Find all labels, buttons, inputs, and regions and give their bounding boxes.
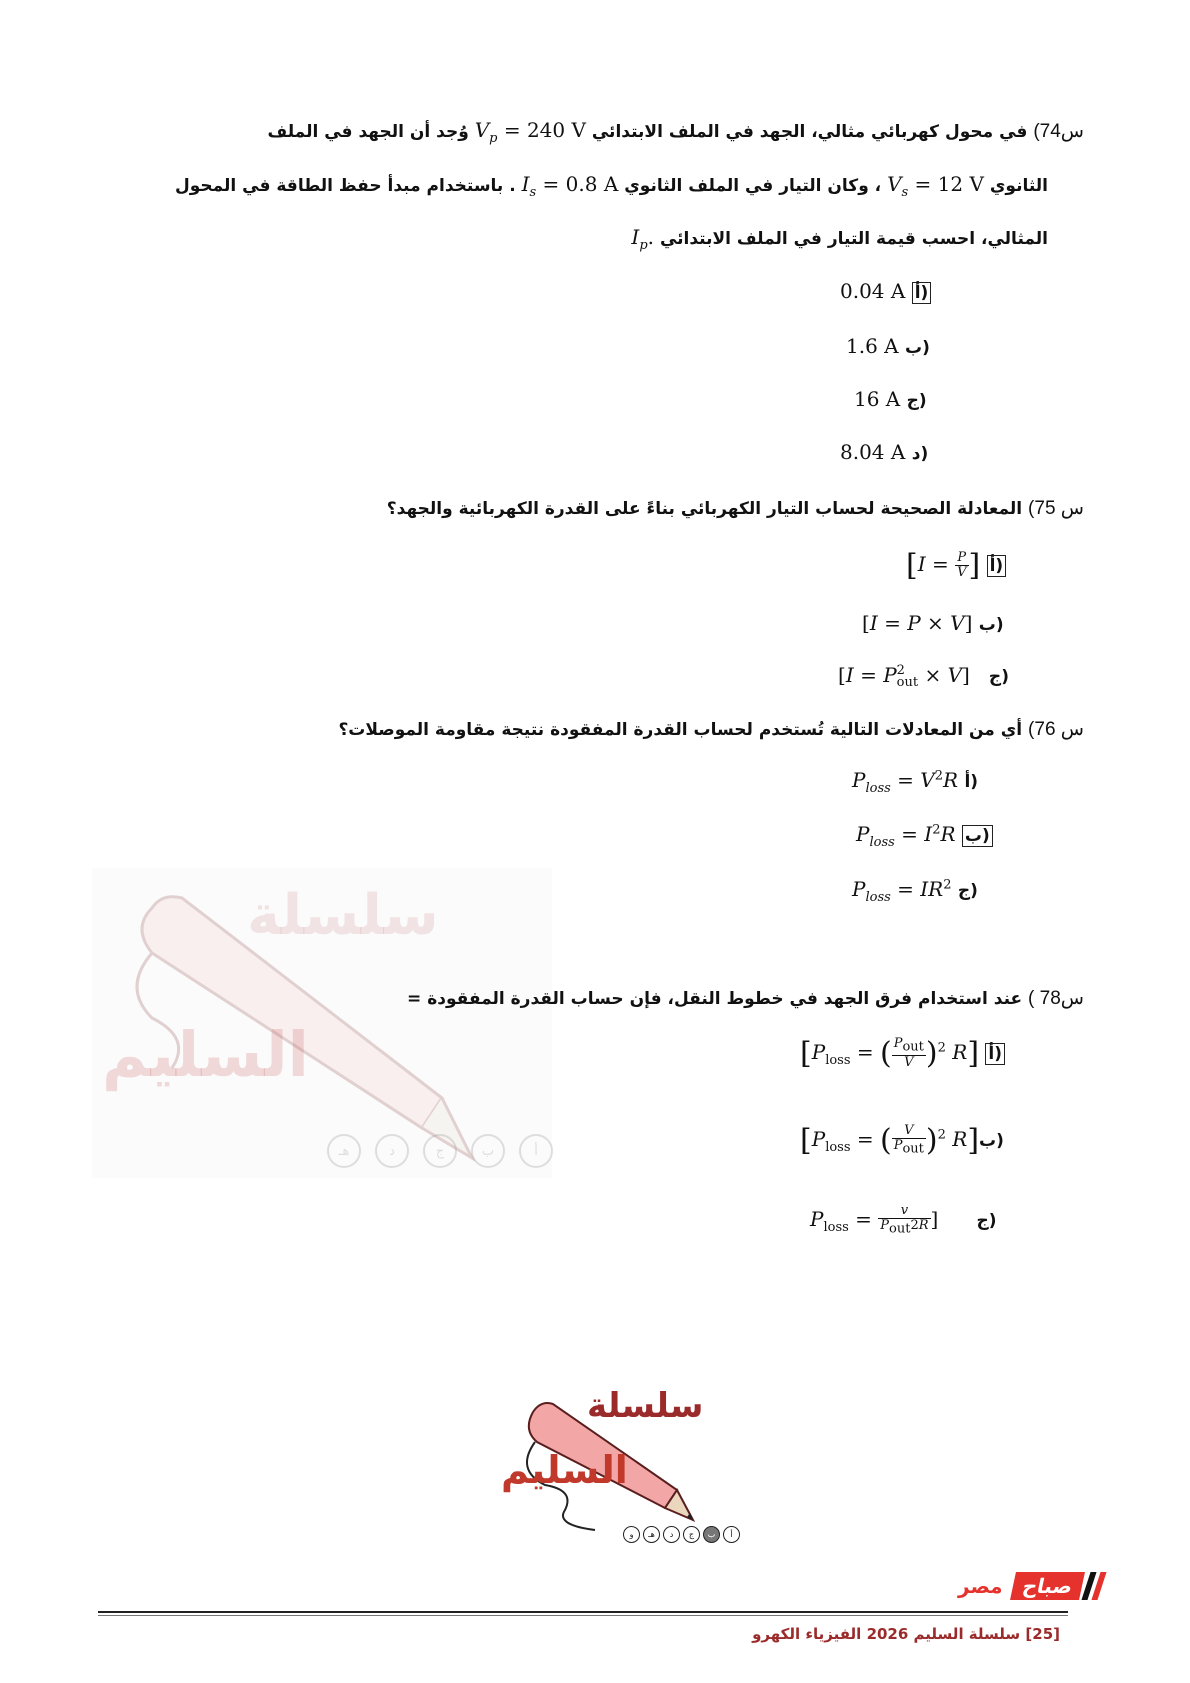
brand-part2: مصر bbox=[958, 1574, 1003, 1598]
q74-option-b-value: 1.6 A bbox=[846, 334, 899, 358]
q76-option-b[interactable]: $P_{loss} = I^2R$ ب) bbox=[856, 822, 993, 850]
watermark-circle: ج bbox=[423, 1134, 457, 1168]
q74-option-d[interactable] bbox=[840, 440, 928, 464]
q78-line bbox=[407, 987, 1084, 1010]
q75-text: المعادلة الصحيحة لحساب التيار الكهربائي بناءً على القدرة الكهربائية والجهد؟ bbox=[386, 499, 1023, 519]
q74-vp: $V_p = 240$ V bbox=[474, 118, 586, 146]
q75-number: س 75) bbox=[1028, 498, 1084, 519]
q74-option-a[interactable] bbox=[840, 279, 931, 303]
logo-title: سلسلة bbox=[587, 1386, 704, 1426]
series-logo bbox=[501, 1386, 745, 1550]
q78-option-c-letter: ج) bbox=[976, 1210, 997, 1231]
q74-option-b[interactable] bbox=[846, 334, 930, 358]
watermark-circle: أ bbox=[519, 1134, 553, 1168]
q78-option-b-letter: ب) bbox=[979, 1131, 1004, 1151]
q78-number: س78 ) bbox=[1028, 988, 1084, 1009]
brand-part1: صباح bbox=[1010, 1572, 1085, 1600]
q74-text-2c: . باستخدام مبدأ حفظ الطاقة في المحول bbox=[174, 176, 516, 196]
logo-subtitle: السليم bbox=[501, 1448, 628, 1492]
q74-option-d-letter: د) bbox=[911, 444, 929, 464]
q75-option-c-letter: ج) bbox=[988, 667, 1009, 687]
q75-option-a-letter: أ) bbox=[987, 555, 1007, 577]
brand-stripes-icon bbox=[1082, 1570, 1114, 1602]
q76-option-a[interactable]: $P_{loss} = V^2R$ أ) bbox=[852, 768, 979, 796]
q78-option-c[interactable]: $P_{loss}$ = $\frac{v}{P_{out}2R}$ ] ج) bbox=[810, 1203, 997, 1237]
q74-text-1: في محول كهربائي مثالي، الجهد في الملف الابتدائي bbox=[591, 122, 1028, 142]
footer-rule-thin bbox=[98, 1615, 1068, 1616]
q76-option-c[interactable]: $P_{loss} = IR^2$ ج) bbox=[852, 877, 978, 905]
q74-option-a-letter: أ) bbox=[912, 282, 932, 304]
footer-text: سلسلة السليم 2026 الفيزياء الكهرو bbox=[752, 1625, 1021, 1643]
q78-option-a-letter: أ) bbox=[985, 1043, 1005, 1065]
q78-option-b[interactable]: [$P_{loss}$ = ( $\frac{V}{P_{out}}$ )$^2$ R]ب) bbox=[800, 1123, 1004, 1158]
watermark bbox=[92, 868, 552, 1178]
footer bbox=[752, 1625, 1060, 1643]
watermark-circle: هـ bbox=[327, 1134, 361, 1168]
logo-circle: د bbox=[663, 1526, 680, 1543]
logo-circles bbox=[623, 1526, 740, 1543]
logo-circle: و bbox=[623, 1526, 640, 1543]
q75-option-b-letter: ب) bbox=[978, 615, 1004, 635]
watermark-subtitle: السليم bbox=[102, 1018, 309, 1091]
q75-option-b[interactable]: [I = P × V] ب) bbox=[862, 611, 1004, 635]
q74-line-2 bbox=[175, 172, 1048, 200]
q74-ip: $I_p$. bbox=[631, 225, 655, 253]
watermark-title: سلسلة bbox=[247, 883, 439, 948]
q76-line bbox=[338, 718, 1084, 741]
logo-circle: ج bbox=[683, 1526, 700, 1543]
q74-text-2a: الثانوي bbox=[989, 176, 1048, 196]
q74-line-3 bbox=[631, 225, 1048, 253]
q75-option-a[interactable]: [I = $\frac{P}{V}$ ] أ) bbox=[906, 548, 1006, 583]
watermark-circle: ب bbox=[471, 1134, 505, 1168]
q74-option-c-value: 16 A bbox=[854, 387, 901, 411]
q76-option-c-letter: ج) bbox=[957, 881, 978, 901]
q76-number: س 76) bbox=[1028, 719, 1084, 740]
q75-line bbox=[387, 497, 1084, 520]
q74-text-2b: ، وكان التيار في الملف الثانوي bbox=[624, 176, 882, 196]
q76-option-a-letter: أ) bbox=[964, 772, 979, 792]
watermark-circles bbox=[327, 1134, 553, 1168]
q74-vs: $V_s = 12$ V bbox=[887, 172, 984, 200]
q74-option-c[interactable] bbox=[854, 387, 927, 411]
q74-option-d-value: 8.04 A bbox=[840, 440, 906, 464]
q74-text-3: المثالي، احسب قيمة التيار في الملف الابتدائي bbox=[659, 229, 1048, 249]
q78-option-a[interactable]: [$P_{loss}$ = ( $\frac{P_{out}}{V}$ )$^2$ R] أ) bbox=[800, 1036, 1005, 1071]
q74-option-c-letter: ج) bbox=[906, 391, 927, 411]
q74-option-a-value: 0.04 A bbox=[840, 279, 906, 303]
q75-option-c[interactable]: [I = P 2 out × V] ج) bbox=[838, 662, 1009, 690]
watermark-circle: د bbox=[375, 1134, 409, 1168]
footer-page: [25] bbox=[1025, 1625, 1060, 1643]
brand-mark bbox=[952, 1568, 1114, 1604]
q74-text-1-tail: وُجد أن الجهد في الملف bbox=[267, 122, 469, 142]
q78-text: عند استخدام فرق الجهد في خطوط النقل، فإن حساب القدرة المفقودة = bbox=[407, 989, 1023, 1009]
q74-is: $I_s = 0.8$ A bbox=[521, 172, 619, 200]
q76-text: أي من المعادلات التالية تُستخدم لحساب القدرة المفقودة نتيجة مقاومة الموصلات؟ bbox=[338, 720, 1023, 740]
logo-circle: هـ bbox=[643, 1526, 660, 1543]
q74-line-1 bbox=[268, 118, 1085, 146]
q76-option-b-letter: ب) bbox=[962, 825, 993, 847]
footer-rule bbox=[98, 1611, 1068, 1613]
q74-option-b-letter: ب) bbox=[904, 338, 930, 358]
logo-circle: أ bbox=[723, 1526, 740, 1543]
q74-number: س74) bbox=[1033, 121, 1084, 142]
logo-circle: ب bbox=[703, 1526, 720, 1543]
